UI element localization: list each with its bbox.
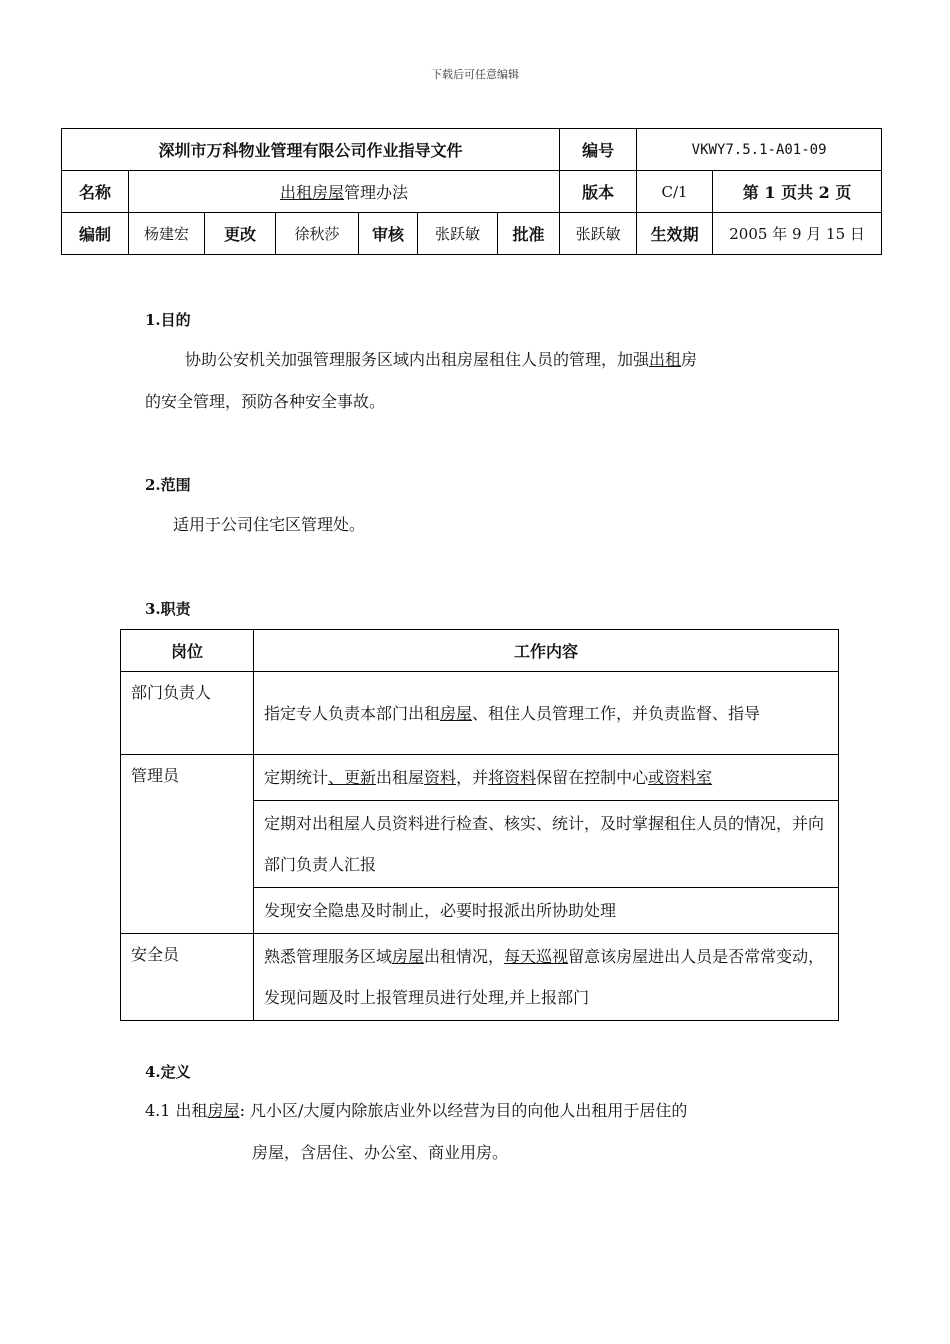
r2-text-b: 、更新	[328, 768, 377, 787]
name-label: 名称	[62, 171, 129, 213]
table-row	[121, 755, 839, 801]
row-content	[254, 755, 839, 801]
row-content: 发现安全隐患及时制止，必要时报派出所协助处理	[254, 888, 839, 934]
modifier-label: 更改	[205, 213, 276, 255]
def-text-underlined: 房屋	[207, 1101, 240, 1120]
table-row	[121, 934, 839, 1021]
def-text-c: : 凡小区/大厦内除旅店业外以经营为目的向他人出租用于居住的	[239, 1101, 688, 1120]
r2-text-e: ，并	[456, 768, 489, 787]
r2-text-h: 或资料室	[648, 768, 713, 787]
section-4-title: 4.定义	[145, 1063, 191, 1081]
reviewer-value: 张跃敏	[418, 213, 498, 255]
r2-text-g: 保留在控制中心	[536, 768, 649, 787]
s1-text-c: 房	[681, 350, 698, 369]
row-content: 定期对出租屋人员资料进行检查、核实、统计，及时掌握租住人员的情况，并向部门负责人汇报	[254, 801, 839, 888]
reviewer-label: 审核	[359, 213, 418, 255]
r1-text-a: 指定专人负责本部门出租	[264, 703, 441, 723]
section-1-line-2: 的安全管理，预防各种安全事故。	[145, 392, 386, 411]
approver-label: 批准	[498, 213, 560, 255]
section-2-title: 2.范围	[145, 476, 191, 494]
r1-text-underlined: 房屋	[440, 703, 473, 723]
row-content	[254, 934, 839, 1021]
section-3-title: 3.职责	[145, 600, 191, 618]
table-row	[121, 672, 839, 755]
section-2-text: 适用于公司住宅区管理处。	[173, 515, 366, 534]
watermark-text: 下载后可任意编辑	[431, 68, 519, 81]
r1-text-c: 、租住人员管理工作，并负责监督、指导	[472, 703, 761, 723]
s1-text-underlined: 出租	[649, 350, 682, 369]
number-label: 编号	[560, 129, 637, 171]
name-value	[129, 171, 560, 213]
row-position: 管理员	[121, 755, 254, 934]
r2-text-c: 出租屋	[376, 768, 425, 787]
r3-text-c: 出租情况，	[424, 947, 505, 966]
definition-4-1-line-1	[145, 1089, 845, 1133]
row-position: 部门负责人	[121, 672, 254, 755]
definition-4-1-line-2: 房屋，含居住、办公室、商业用房。	[252, 1143, 509, 1162]
approver-value: 张跃敏	[560, 213, 637, 255]
section-1-title: 1.目的	[145, 311, 191, 329]
row-content	[254, 672, 839, 755]
duties-table	[120, 629, 839, 1021]
s1-text-a: 协助公安机关加强管理服务区域内出租房屋租住人员的管理，加强	[185, 350, 650, 369]
number-value: VKWY7.5.1-A01-09	[637, 129, 882, 171]
r2-text-a: 定期统计	[264, 768, 329, 787]
r3-text-a: 熟悉管理服务区域	[264, 947, 393, 966]
def-text-a: 4.1 出租	[145, 1101, 208, 1120]
r2-text-d: 资料	[424, 768, 457, 787]
version-label: 版本	[560, 171, 637, 213]
r3-text-b: 房屋	[392, 947, 425, 966]
effective-label: 生效期	[637, 213, 713, 255]
name-value-underlined: 出租房屋	[280, 183, 345, 202]
document-header-table	[61, 128, 882, 255]
r2-text-f: 将资料	[488, 768, 537, 787]
version-value: C/1	[637, 171, 713, 213]
r3-text-e: 留意该房屋进出人员是否常常变动，发现问题及时上报管理员进行处理,并上报部门	[264, 947, 825, 1007]
r3-text-d: 每天巡视	[504, 947, 569, 966]
effective-value: 2005 年 9 月 15 日	[713, 213, 882, 255]
company-doc-title: 深圳市万科物业管理有限公司作业指导文件	[62, 129, 560, 171]
section-1-line-1	[185, 338, 825, 382]
name-value-rest: 管理办法	[344, 183, 409, 202]
duties-header-content: 工作内容	[254, 630, 839, 672]
page-info: 第 1 页共 2 页	[713, 171, 882, 213]
modifier-value: 徐秋莎	[276, 213, 359, 255]
compiler-value: 杨建宏	[129, 213, 205, 255]
duties-header-position: 岗位	[121, 630, 254, 672]
row-position: 安全员	[121, 934, 254, 1021]
compiler-label: 编制	[62, 213, 129, 255]
